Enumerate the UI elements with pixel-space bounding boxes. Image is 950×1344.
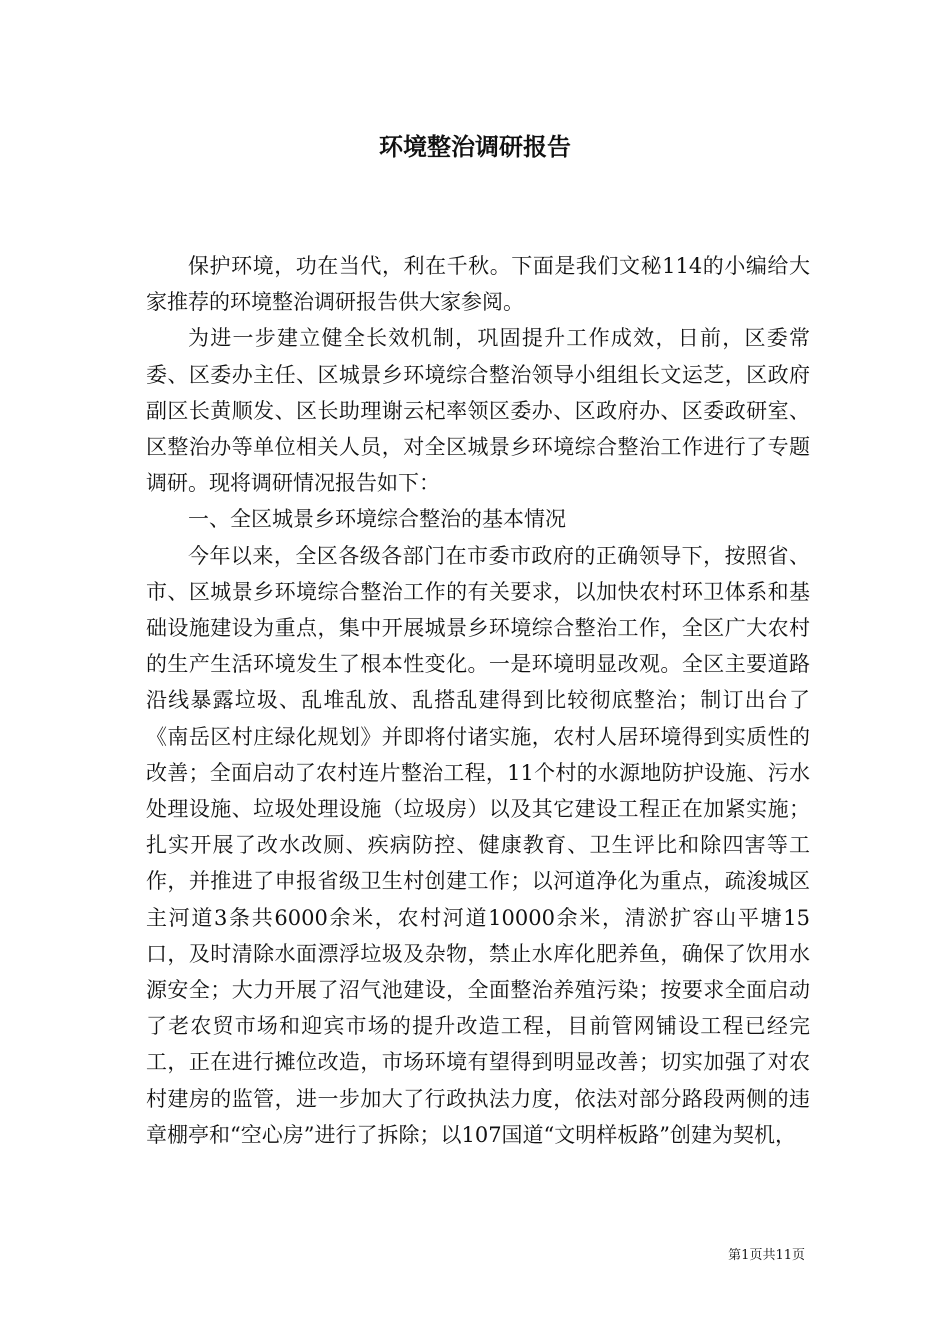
situation-paragraph: 今年以来，全区各级各部门在市委市政府的正确领导下，按照省、市、区城景乡环境综合整治工作的有关要求，以加快农村环卫体系和基础设施建设为重点，集中开展城景乡环境综合整治工作，全区广大农村的生产生活环境发生了根本性变化。一是环境明显改观。全区主要道路沿线暴露垃圾、乱堆乱放、乱搭乱建得到比较彻底整治；制订出台了《南岳区村庄绿化规划》并即将付诸实施，农村人居环境得到实质性的改善；全面启动了农村连片整治工程，11个村的水源地防护设施、污水处理设施、垃圾处理设施（垃圾房）以及其它建设工程正在加紧实施；扎实开展了改水改厕、疾病防控、健康教育、卫生评比和除四害等工作，并推进了申报省级卫生村创建工作；以河道净化为重点，疏浚城区主河道3条共6000余米，农村河道10000余米，清淤扩容山平塘15口，及时清除水面漂浮垃圾及杂物，禁止水库化肥养鱼，确保了饮用水源安全；大力开展了沼气池建设，全面整治养殖污染；按要求全面启动了老农贸市场和迎宾市场的提升改造工程，目前管网铺设工程已经完工，正在进行摊位改造，市场环境有望得到明显改善；切实加强了对农村建房的监管，进一步加大了行政执法力度，依法对部分路段两侧的违章棚亭和“空心房”进行了拆除；以107国道“文明样板路”创建为契机， — [146, 543, 810, 1147]
page-number-footer: 第1页共11页 — [728, 1248, 805, 1263]
intro-paragraph: 保护环境，功在当代，利在千秋。下面是我们文秘114的小编给大家推荐的环境整治调研报告供大家参阅。 — [146, 254, 810, 315]
section-heading: 一、全区城景乡环境综合整治的基本情况 — [188, 507, 566, 532]
purpose-paragraph: 为进一步建立健全长效机制，巩固提升工作成效，日前，区委常委、区委办主任、区城景乡环境综合整治领导小组组长文运芝，区政府副区长黄顺发、区长助理谢云杞率领区委办、区政府办、区委政研室、区整治办等单位相关人员，对全区城景乡环境综合整治工作进行了专题调研。现将调研情况报告如下： — [146, 326, 810, 496]
document-title: 环境整治调研报告 — [379, 132, 571, 161]
document-body — [146, 248, 810, 1153]
